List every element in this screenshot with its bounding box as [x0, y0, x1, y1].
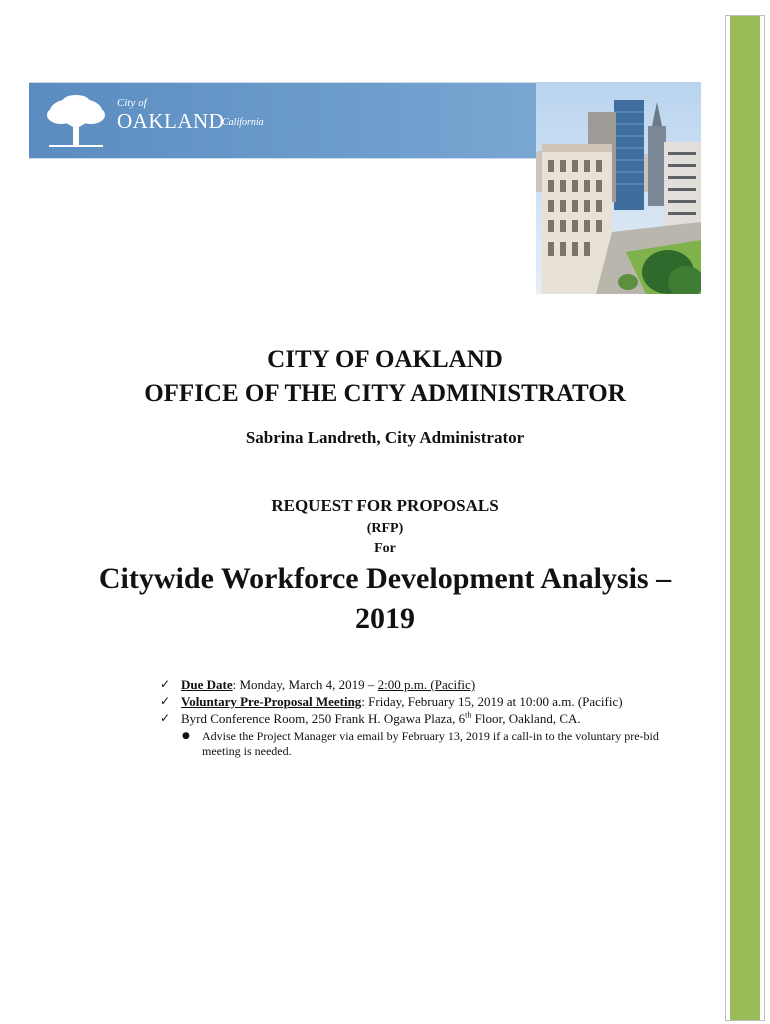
administrator-name: Sabrina Landreth, City Administrator	[245, 428, 525, 447]
due-date-label: Due Date	[181, 677, 233, 692]
meeting-label: Voluntary Pre-Proposal Meeting	[181, 694, 362, 709]
meeting-text: : Friday, February 15, 2019 at 10:00 a.m. (Pacific)	[361, 694, 623, 709]
side-border-frame	[725, 15, 765, 1021]
logo-california: California	[222, 117, 264, 128]
rfp-heading: REQUEST FOR PROPOSALS	[271, 496, 499, 515]
location-ordinal: th	[465, 710, 472, 720]
checkmark-icon: ✓	[160, 677, 171, 691]
city-title: CITY OF OAKLAND	[267, 346, 503, 373]
rfp-for: For	[374, 541, 396, 556]
project-title-line1: Citywide Workforce Development Analysis –	[98, 562, 672, 595]
key-dates-list	[160, 676, 680, 759]
list-item-location	[160, 710, 680, 727]
call-in-note: Advise the Project Manager via email by February 13, 2019 if a call-in to the voluntary pre-bid meeting is needed.	[202, 729, 659, 758]
bullet-icon: ●	[182, 731, 190, 741]
due-date-text: : Monday, March 4, 2019 –	[232, 677, 378, 692]
logo-oakland: OAKLAND	[117, 109, 225, 133]
checkmark-icon: ✓	[160, 694, 171, 708]
list-item-meeting	[160, 693, 680, 710]
green-side-bar	[730, 16, 760, 1020]
oak-tree-icon	[43, 93, 109, 151]
location-text: Byrd Conference Room, 250 Frank H. Ogawa Plaza, 6	[181, 711, 466, 726]
list-item-note	[160, 729, 672, 759]
office-title: OFFICE OF THE CITY ADMINISTRATOR	[144, 380, 626, 407]
rfp-abbreviation: (RFP)	[366, 521, 404, 536]
downtown-oakland-photo	[536, 82, 701, 294]
checkmark-icon: ✓	[160, 711, 171, 725]
location-text-end: Floor, Oakland, CA.	[471, 711, 581, 726]
project-title-line2: 2019	[355, 602, 415, 635]
list-item-due-date	[160, 676, 680, 693]
due-time: 2:00 p.m. (Pacific)	[377, 677, 476, 692]
city-logo-banner	[29, 82, 537, 159]
logo-city-of: City of	[117, 97, 147, 109]
